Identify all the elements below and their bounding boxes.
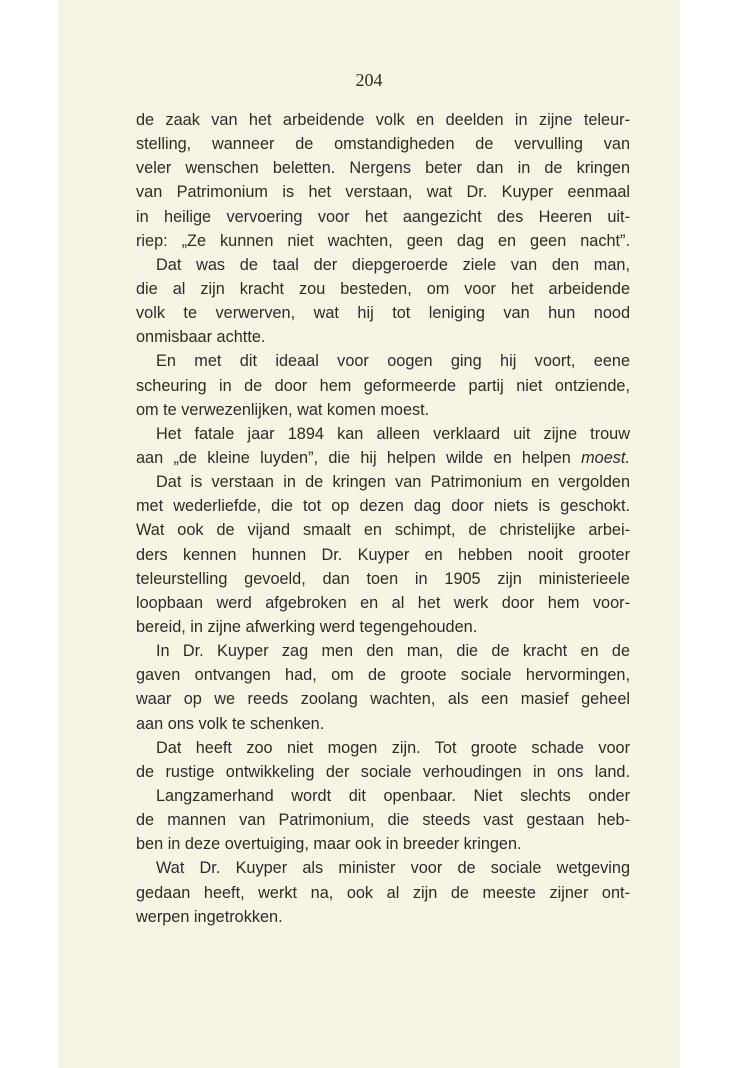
text-line-content: ders kennen hunnen Dr. Kuyper en hebben nooit grooter	[136, 545, 630, 564]
text-line	[136, 108, 630, 132]
text-line	[136, 567, 630, 591]
text-line	[136, 832, 630, 856]
text-line-content: En met dit ideaal voor oogen ging hij voort, eene	[156, 352, 630, 371]
text-line-content: ben in deze overtuiging, maar ook in breeder kringen.	[136, 835, 522, 854]
text-line	[136, 639, 630, 663]
text-line	[136, 760, 630, 784]
text-line-content: Het fatale jaar 1894 kan alleen verklaard uit zijne trouw	[156, 424, 630, 443]
text-line-content: de mannen van Patrimonium, die steeds vast gestaan heb-	[136, 811, 630, 830]
text-line-content: met wederliefde, die tot op dezen dag door niets is geschokt.	[136, 497, 630, 516]
text-line-content: Dat was de taal der diepgeroerde ziele van den man,	[156, 255, 630, 274]
text-line	[136, 615, 630, 639]
text-line-content: van Patrimonium is het verstaan, wat Dr. Kuyper eenmaal	[136, 183, 630, 202]
text-line	[136, 446, 630, 470]
text-line	[136, 543, 630, 567]
text-line	[136, 905, 630, 929]
text-line-content: Langzamerhand wordt dit openbaar. Niet slechts onder	[156, 786, 630, 805]
text-line	[136, 808, 630, 832]
text-line-content: in heilige vervoering voor het aangezicht des Heeren uit-	[136, 207, 630, 226]
text-line-content: Dat heeft zoo niet mogen zijn. Tot groote schade voor	[156, 738, 630, 757]
text-line-content: Wat ook de vijand smaalt en schimpt, de christelijke arbei-	[136, 521, 630, 540]
text-line	[136, 591, 630, 615]
text-line	[136, 398, 630, 422]
text-line-content: om te verwezenlijken, wat komen moest.	[136, 400, 430, 419]
text-line	[136, 180, 630, 204]
text-line	[136, 156, 630, 180]
text-line-content: stelling, wanneer de omstandigheden de vervulling van	[136, 135, 630, 154]
text-line-content: aan „de kleine luyden”, die hij helpen wilde en helpen	[136, 448, 571, 467]
text-line	[136, 277, 630, 301]
text-line	[136, 325, 630, 349]
text-line-content: Dat is verstaan in de kringen van Patrimonium en vergolden	[156, 473, 630, 492]
text-line	[136, 494, 630, 518]
text-line-content: de zaak van het arbeidende volk en deelden in zijne teleur-	[136, 111, 630, 129]
text-line	[136, 856, 630, 880]
text-line	[136, 349, 630, 373]
text-line-content: loopbaan werd afgebroken en al het werk door hem voor-	[136, 593, 630, 612]
text-line	[136, 301, 630, 325]
text-line-content: die al zijn kracht zou besteden, om voor het arbeidende	[136, 279, 630, 298]
text-line	[136, 687, 630, 711]
text-line-content: werpen ingetrokken.	[136, 907, 283, 926]
text-line-content: In Dr. Kuyper zag men den man, die de kracht en de	[156, 642, 630, 661]
text-line-content: de rustige ontwikkeling der sociale verhoudingen in ons land.	[136, 762, 630, 781]
text-line	[136, 712, 630, 736]
text-line-content: volk te verwerven, wat hij tot leniging van hun nood	[136, 304, 630, 323]
text-line-content: veler wenschen beletten. Nergens beter dan in de kringen	[136, 159, 630, 178]
text-line	[136, 205, 630, 229]
text-line	[136, 881, 630, 905]
text-line-content: waar op we reeds zoolang wachten, als een masief geheel	[136, 690, 630, 709]
text-line	[136, 132, 630, 156]
text-line-content: aan ons volk te schenken.	[136, 714, 325, 733]
text-line	[136, 518, 630, 542]
text-line-content: gaven ontvangen had, om de groote sociale hervormingen,	[136, 666, 630, 685]
page-number: 204	[355, 70, 383, 90]
text-line-content: teleurstelling gevoeld, dan toen in 1905 zijn ministerieele	[136, 569, 630, 588]
text-line-content: bereid, in zijne afwerking werd tegengehouden.	[136, 617, 478, 636]
text-line	[136, 374, 630, 398]
text-line-content: onmisbaar achtte.	[136, 328, 266, 347]
text-line	[136, 663, 630, 687]
body-text	[136, 108, 630, 929]
emphasized-word: moest.	[581, 448, 630, 467]
text-line-content: scheuring in de door hem geformeerde partij niet ontziende,	[136, 376, 630, 395]
text-line	[136, 470, 630, 494]
text-line-content: riep: „Ze kunnen niet wachten, geen dag en geen nacht”.	[136, 231, 630, 250]
text-line	[136, 784, 630, 808]
text-line	[136, 253, 630, 277]
text-line-content: Wat Dr. Kuyper als minister voor de sociale wetgeving	[156, 859, 630, 878]
book-page	[58, 0, 680, 1068]
text-line-content: gedaan heeft, werkt na, ook al zijn de meeste zijner ont-	[136, 883, 630, 902]
text-line	[136, 422, 630, 446]
text-line	[136, 736, 630, 760]
text-line	[136, 229, 630, 253]
